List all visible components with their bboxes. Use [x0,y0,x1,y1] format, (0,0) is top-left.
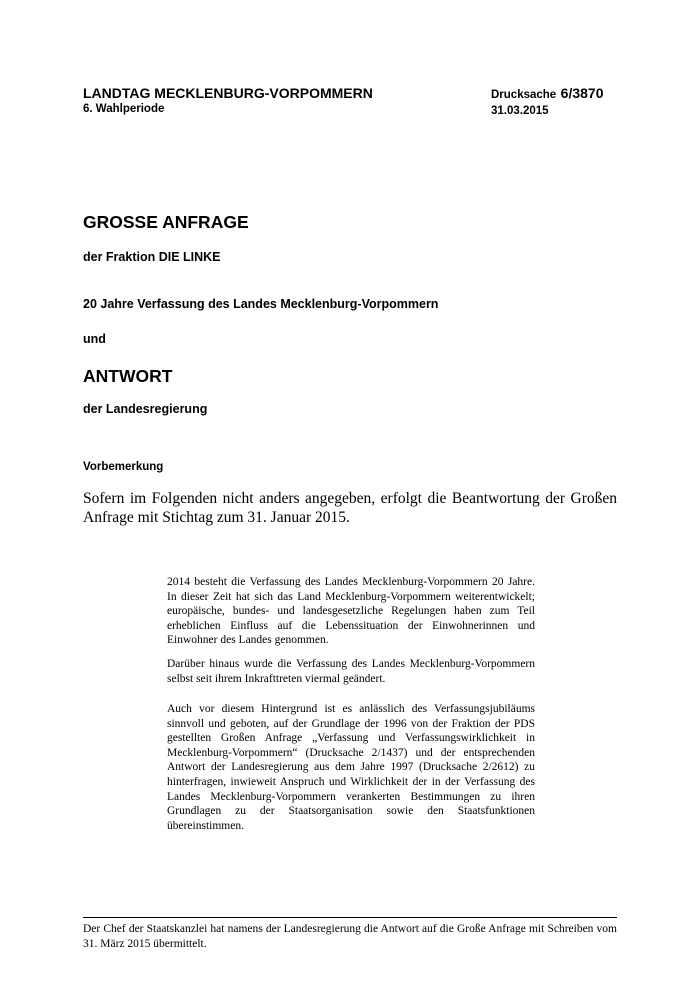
inquiry-paragraph-3 [167,702,535,833]
subject-line: 20 Jahre Verfassung des Landes Mecklenburg-Vorpommern [83,297,439,311]
document-header-left [83,85,373,116]
inquiry-paragraph-3-text: Auch vor diesem Hintergrund ist es anlässlich des Verfassungsjubiläums sinnvoll und geboten, auf der Grundlage der 1996 von der Fraktion der PDS gestellten Großen Anfrage „Verfassung und Verfassungswirklichkeit in Mecklenburg-Vorpommern“ (Drucksache 2/1437) und der entsprechenden Antwort der Landesregierung aus dem Jahre 1997 (Drucksache 2/2612) zu hinterfragen, inwieweit Anspruch und Wirklichkeit der in der Verfassung des Landes Mecklenburg-Vorpommern verankerten Bestimmungen zu ihren Grundlagen zu der Staatsorganisation sowie den Staatsfunktionen übereinstimmen. [167,703,535,832]
and-line: und [83,332,106,346]
document-header-right [491,85,604,118]
document-date: 31.03.2015 [491,105,549,117]
drucksache-line [491,85,604,104]
inquiry-heading: GROSSE ANFRAGE [83,212,249,232]
inquiry-paragraph-2-text: Darüber hinaus wurde die Verfassung des Landes Mecklenburg-Vorpommern selbst seit ihrem Inkrafttreten viermal geändert. [167,658,535,685]
drucksache-label: Drucksache [491,89,557,101]
answer-heading: ANTWORT [83,366,173,386]
inquiry-paragraph-1 [167,575,535,648]
faction-line: der Fraktion DIE LINKE [83,250,221,264]
inquiry-paragraph-1-text: 2014 besteht die Verfassung des Landes Mecklenburg-Vorpommern 20 Jahre. In dieser Zeit hat sich das Land Mecklenburg-Vorpommern weiterentwickelt; europäische, bundes- und landesgesetzliche Regelungen haben zum Teil erheblichen Einfluss auf die Lebenssituation der Einwohnerinnen und Einwohner des Landes genommen. [167,576,535,647]
drucksache-number: 6/3870 [560,85,604,101]
government-line: der Landesregierung [83,402,208,416]
parliament-name: LANDTAG MECKLENBURG-VORPOMMERN [83,85,373,101]
footnote: Der Chef der Staatskanzlei hat namens der Landesregierung die Antwort auf die Große Anfrage mit Schreiben vom 31. März 2015 übermittelt. [83,923,617,950]
footnote-divider [83,917,617,918]
preamble-text: Sofern im Folgenden nicht anders angegeben, erfolgt die Beantwortung der Großen Anfrage mit Stichtag zum 31. Januar 2015. [83,490,617,526]
legislative-period: 6. Wahlperiode [83,103,165,115]
preamble-heading: Vorbemerkung [83,461,164,473]
inquiry-paragraph-2 [167,657,535,686]
